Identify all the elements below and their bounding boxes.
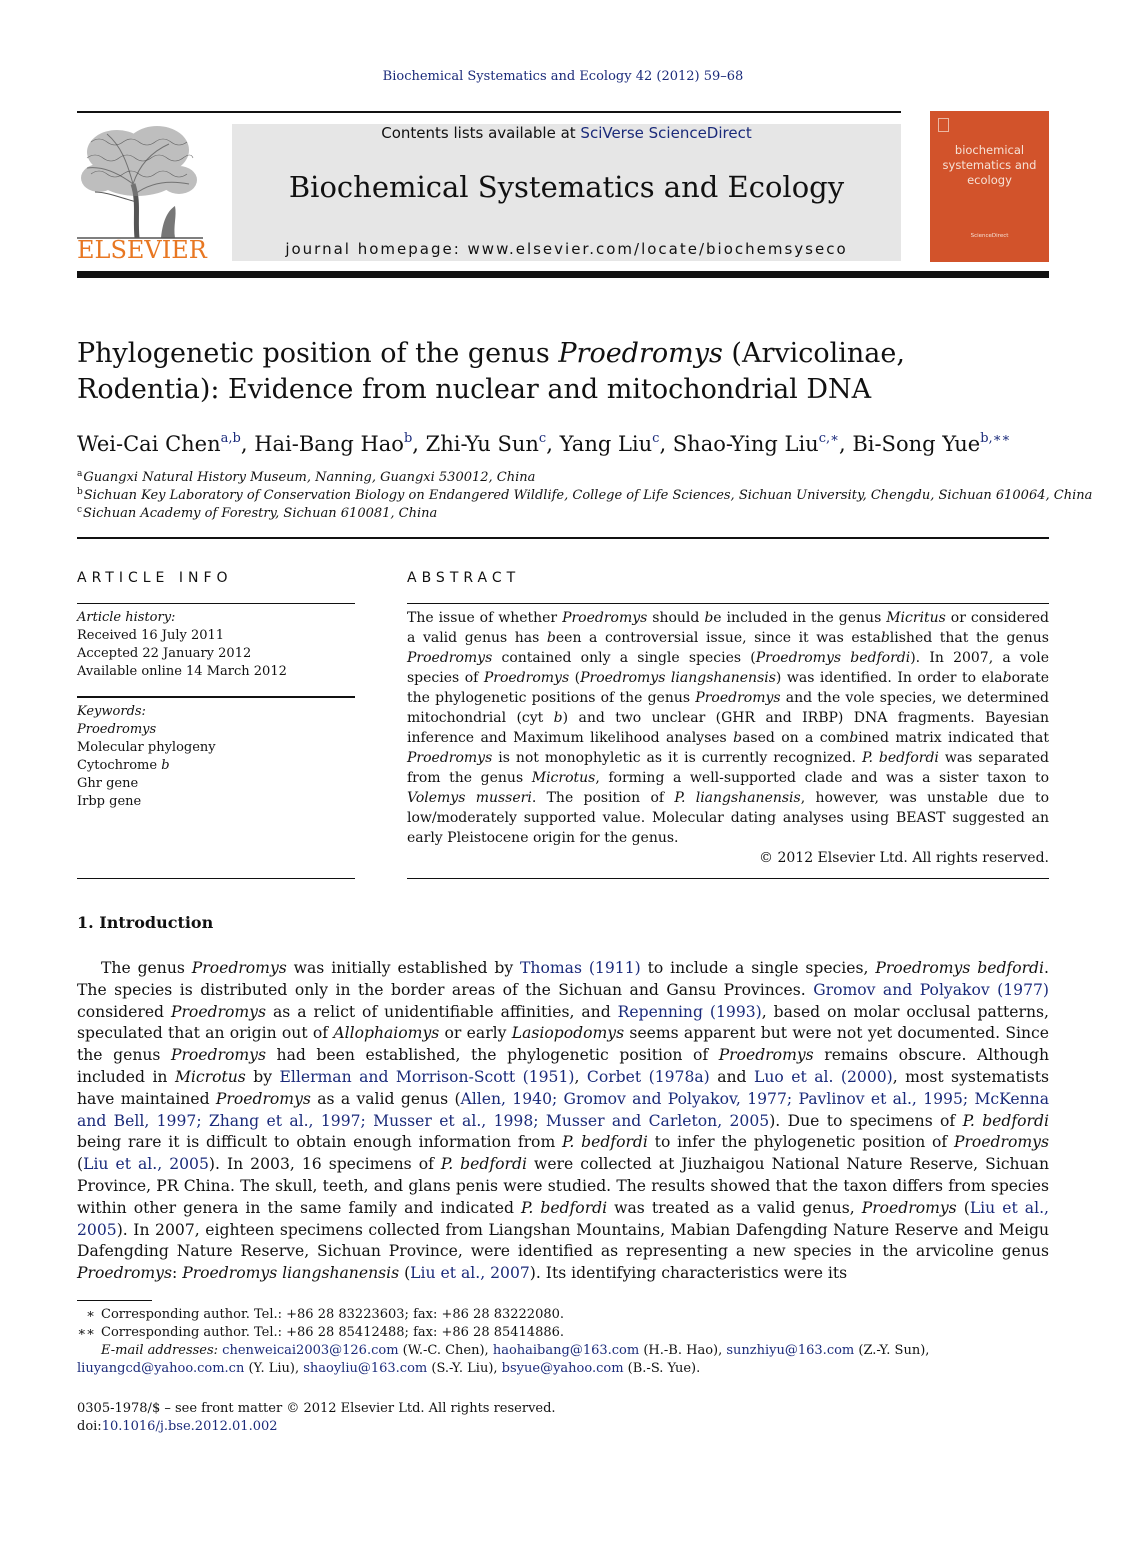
elsevier-logo	[77, 122, 207, 264]
history-label: Article history:	[77, 610, 176, 625]
title-italic: Proedromys	[558, 338, 723, 369]
keywords	[77, 703, 216, 811]
article-history	[77, 609, 287, 681]
article-info-rule-mid	[77, 696, 355, 698]
email-link[interactable]: chenweicai2003@126.com	[222, 1343, 399, 1358]
elsevier-wordmark: ELSEVIER	[77, 236, 207, 264]
keyword-5: Irbp gene	[77, 794, 142, 809]
affiliation-a: $^a$Guangxi Natural History Museum, Nanning, Guangxi 530012, China	[77, 469, 536, 485]
abstract-rule-top	[407, 603, 1049, 604]
author-list: Wei-Cai Chen$^{a,b}$, Hai-Bang Hao$^b$, Zhi-Yu Sun$^c$, Yang Liu$^c$, Shao-Ying Liu$^{c,∗}$, Bi-Song Yue$^{b,∗∗}$	[77, 431, 1011, 456]
author-2: Hai-Bang Hao$^b$	[254, 431, 413, 456]
issn-line: 0305-1978/$ – see front matter © 2012 Elsevier Ltd. All rights reserved.	[77, 1401, 556, 1416]
journal-homepage[interactable]: journal homepage: www.elsevier.com/locate/biochemsyseco	[285, 240, 848, 258]
affiliation-b: $^b$Sichuan Key Laboratory of Conservation Biology on Endangered Wildlife, College of Life Sciences, Sichuan University, Chengdu, Sichuan 610064, China	[77, 487, 1093, 503]
online-date: Available online 14 March 2012	[77, 664, 287, 679]
abstract-heading: ABSTRACT	[407, 570, 521, 586]
cover-footer: ScienceDirect	[970, 233, 1009, 239]
top-divider	[77, 537, 1049, 539]
article-info-heading: ARTICLE INFO	[77, 570, 233, 586]
keyword-1: Proedromys	[77, 722, 157, 737]
author-affiliation-mark[interactable]: c	[652, 431, 660, 446]
doi-link[interactable]: 10.1016/j.bse.2012.01.002	[101, 1419, 278, 1434]
abstract-text: The issue of whether Proedromys should be included in the genus Micritus or considered a valid genus has been a controversial issue, since it was established that the genus Proedromys contained only a single species (Proedromys bedfordi). In 2007, a vole species of Proedromys (Proedromys liangshanensis) was identified. In order to elaborate the phylogenetic positions of the genus Proedromys and the vole species, we determined mitochondrial (cyt b) and two unclear (GHR and IRBP) DNA fragments. Bayesian inference and Maximum likelihood analyses based on a combined matrix indicated that Proedromys is not monophyletic as it is currently recognized. P. bedfordi was separated from the genus Microtus, forming a well-supported clade and was a sister taxon to Volemys musseri. The position of P. liangshanensis, however, was unstable due to low/moderately supported value. Molecular dating analyses using BEAST suggested an early Pleistocene origin for the genus.	[407, 610, 1050, 846]
received-date: Received 16 July 2011	[77, 628, 225, 643]
author-5: Shao-Ying Liu$^{c,∗}$	[672, 431, 839, 456]
article-info-rule-bottom	[77, 878, 355, 879]
author-4: Yang Liu$^c$	[559, 431, 660, 456]
keywords-label: Keywords:	[77, 704, 146, 719]
header-top-rule	[77, 111, 901, 113]
keyword-4: Ghr gene	[77, 776, 139, 791]
title-part-1: Phylogenetic position of the genus	[77, 338, 559, 369]
article-info-rule-top	[77, 603, 355, 604]
journal-cover	[930, 111, 1049, 262]
section-heading-introduction: 1. Introduction	[77, 913, 214, 932]
author-6: Bi-Song Yue$^{b,∗∗}$	[852, 431, 1011, 456]
author-1: Wei-Cai Chen$^{a,b}$	[77, 431, 241, 456]
accepted-date: Accepted 22 January 2012	[77, 646, 252, 661]
keyword-2: Molecular phylogeny	[77, 740, 216, 755]
author-affiliation-mark[interactable]: c	[538, 431, 547, 446]
journal-reference[interactable]: Biochemical Systematics and Ecology 42 (2012) 59–68	[382, 69, 744, 84]
cover-title: biochemical systematics and ecology	[942, 143, 1037, 187]
introduction-paragraph: The genus Proedromys was initially established by Thomas (1911) to include a single species, Proedromys bedfordi. The species is distributed only in the border areas of the Sichuan and Gansu Provinces. Gromov and Polyakov (1977) considered Proedromys as a relict of unidentifiable affinities, and Repenning (1993), based on molar occlusal patterns, speculated that an origin out of Allophaiomys or early Lasiopodomys seems apparent but were not yet documented. Since the genus Proedromys had been established, the phylogenetic position of Proedromys remains obscure. Although included in Microtus by Ellerman and Morrison-Scott (1951), Corbet (1978a) and Luo et al. (2000), most systematists have maintained Proedromys as a valid genus (Allen, 1940; Gromov and Polyakov, 1977; Pavlinov et al., 1995; McKenna and Bell, 1997; Zhang et al., 1997; Musser et al., 1998; Musser and Carleton, 2005). Due to specimens of P. bedfordi being rare it is difficult to obtain enough information from P. bedfordi to infer the phylogenetic position of Proedromys (Liu et al., 2005). In 2003, 16 specimens of P. bedfordi were collected at Jiuzhaigou National Nature Reserve, Sichuan Province, PR China. The skull, teeth, and glans penis were studied. The results showed that the taxon differs from species within other genera in the same family and indicated P. bedfordi was treated as a valid genus, Proedromys (Liu et al., 2005). In 2007, eighteen specimens collected from Liangshan Mountains, Mabian Dafengding Nature Reserve and Meigu Dafengding Nature Reserve, Sichuan Province, were identified as representing a new species in the arvicoline genus Proedromys: Proedromys liangshanensis (Liu et al., 2007). Its identifying characteristics were its	[77, 959, 1050, 1283]
author-affiliation-mark[interactable]: b,∗∗	[980, 431, 1011, 446]
journal-title: Biochemical Systematics and Ecology	[288, 170, 845, 204]
article-title	[77, 336, 1049, 408]
contents-prefix: Contents lists available at	[381, 124, 581, 142]
header-bottom-rule	[77, 271, 1049, 278]
author-affiliation-mark[interactable]: c,∗	[818, 431, 839, 446]
abstract-copyright: © 2012 Elsevier Ltd. All rights reserved.	[759, 850, 1049, 866]
cover-emblem-icon	[938, 118, 949, 132]
contents-line	[232, 124, 901, 142]
footnote-rule	[77, 1300, 152, 1301]
affiliation-c: $^c$Sichuan Academy of Forestry, Sichuan 610081, China	[77, 505, 438, 521]
author-3: Zhi-Yu Sun$^c$	[425, 431, 547, 456]
footnote-corresponding-1: ∗ Corresponding author. Tel.: +86 28 83223603; fax: +86 28 83222080.	[86, 1307, 565, 1322]
title-part-2: (Arvicolinae, Rodentia): Evidence from nuclear and mitochondrial DNA	[77, 338, 905, 405]
introduction-body	[77, 958, 1049, 1285]
keyword-3: Cytochrome b	[77, 758, 170, 773]
sciencedirect-link[interactable]: SciVerse ScienceDirect	[580, 124, 752, 142]
email-link[interactable]: liuyangcd@yahoo.com.cn	[77, 1361, 245, 1376]
footnote-corresponding-2: ∗∗ Corresponding author. Tel.: +86 28 85412488; fax: +86 28 85414886.	[77, 1325, 565, 1340]
doi-line: doi:10.1016/j.bse.2012.01.002	[77, 1419, 278, 1434]
footnote-emails: E-mail addresses: chenweicai2003@126.com (W.-C. Chen), haohaibang@163.com (H.-B. Hao), sunzhiyu@163.com (Z.-Y. Sun), liuyangcd@yahoo.com.cn (Y. Liu), shaoyliu@163.com (S.-Y. Liu), bsyue@yahoo.com (B.-S. Yue).	[77, 1343, 930, 1376]
author-affiliation-mark[interactable]: a,b	[220, 431, 241, 446]
email-link[interactable]: sunzhiyu@163.com	[726, 1343, 855, 1358]
author-affiliation-mark[interactable]: b	[403, 431, 413, 446]
email-link[interactable]: bsyue@yahoo.com	[501, 1361, 624, 1376]
tree-icon	[77, 122, 203, 240]
email-link[interactable]: haohaibang@163.com	[492, 1343, 640, 1358]
journal-header-box	[232, 124, 901, 261]
abstract-rule-bottom	[407, 878, 1049, 879]
email-link[interactable]: shaoyliu@163.com	[303, 1361, 428, 1376]
